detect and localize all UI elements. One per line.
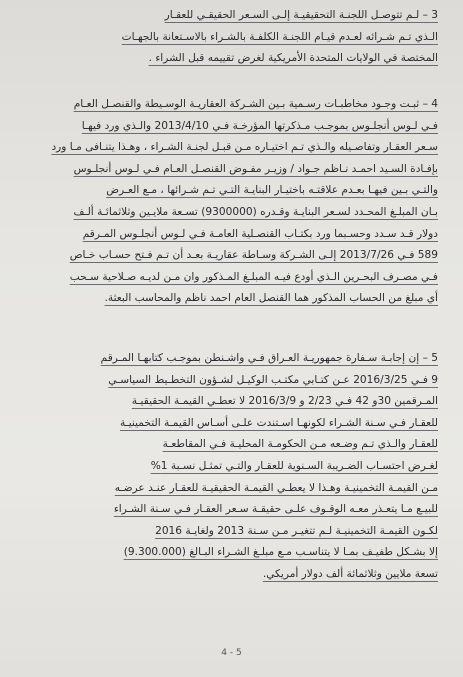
text-line-content: فـي مصـرف البحـرين الـذي أودع فيـه المبلـغ المـذكور وان مـن لديـه صـلاحية سـحب	[69, 270, 438, 283]
text-line	[18, 521, 438, 543]
text-line	[18, 267, 438, 289]
text-line	[18, 202, 438, 224]
text-line-content: مـن القيمـة التخمينيـة وهـذا لا يعطـي القيمـة الحقيقيـة للعقـار عنـد عرضـه	[114, 481, 438, 494]
text-line-content: للعقـار فـي سـنة الشـراء لكونهـا اسـتندت علـى أسـاس القيمـة التخمينيـة	[119, 416, 438, 429]
text-line-content: والتـي بـين فيهـا بعـدم علاقتـه باختيـار البنايـة التـي تـم شـرائها ، مـع العـرض	[106, 184, 438, 197]
text-line	[18, 499, 438, 521]
text-line	[18, 456, 438, 478]
text-line	[18, 5, 438, 27]
text-line	[18, 288, 438, 310]
text-line	[18, 180, 438, 202]
text-line	[18, 434, 438, 456]
text-line	[18, 137, 438, 159]
text-line-content: بإفـادة السـيد احمـد نـاظم جـواد / وزيـر مفـوض القنصـل العـام فـي لـوس أنجلـوس	[73, 162, 438, 175]
paragraph-3	[18, 5, 438, 70]
text-line-content: 589 فـي 2013/7/26 إلـى الشـركة وسـاطة عقاريـة بعـد أن تـم فـتح حسـاب خـاص	[69, 249, 438, 262]
paragraph-5	[18, 348, 438, 586]
text-line-content: 5 – إن إجابـة سـفارة جمهوريـة العـراق فـي واشـنطن بموجـب كتابهـا المـرقم	[100, 352, 438, 364]
text-line-content: الـذي تـم شـرائه لعـدم قيـام اللجنـة الكلفـة بالشـراء بالاسـتعانة بالجهـات	[121, 30, 438, 43]
text-line	[18, 370, 438, 392]
page-number: 4 - 5	[221, 648, 242, 658]
text-line	[18, 245, 438, 267]
text-line-content: دولار قـد سـدد وحسـبما ورد بكتـاب القنصـلية العامـة فـي لـوس أنجلـوس المـرقم	[82, 227, 438, 240]
text-line-content: سـعر العقـار وتفاصـيله والـذي تـم اختيـاره مـن قبـل لجنـة الشـراء ، وهـذا يتنـافى مـا ورد	[51, 141, 438, 154]
text-line-content: للعقـار والـذي تـم وضـعه مـن الحكومـة المحليـة فـي المقاطعـة	[162, 438, 438, 451]
text-line-content: للبيـع مـا يتعـذر معـه الوقـوف علـى حقيقـة سـعر العقـار فـي سـنة الشـراء	[113, 503, 438, 516]
text-line	[18, 478, 438, 500]
text-line	[18, 348, 438, 370]
text-line	[18, 542, 438, 564]
text-line	[18, 564, 438, 586]
text-line	[18, 391, 438, 413]
text-line	[18, 159, 438, 181]
text-line	[18, 48, 438, 70]
text-line	[18, 27, 438, 49]
text-line	[18, 413, 438, 435]
paragraph-4	[18, 94, 438, 310]
text-line-content: لكـون القيمـة التخمينيـة لـم تتغيـر مـن سـنة 2013 ولغايـة 2016	[155, 524, 438, 537]
text-line-content: 3 – لـم تتوصـل اللجنـة التحقيقيـة إلـى السـعر الحقيقـي للعقـار	[164, 9, 438, 21]
text-line	[18, 94, 438, 116]
text-line-content: بـان المبلـغ المحـدد لسـعر البنايـة وقـدره (9300000) تسـعة ملايـين وثلاثمائـة ألـف	[73, 205, 438, 218]
text-line-content: المـرقمين 30و 42 فـي 2/23 و 2016/3/9 لا تعطـي القيمـة الحقيقيـة	[131, 395, 438, 408]
text-line-content: 4 – ثبـت وجـود مخاطبـات رسـمية بـين الشـركة العقاريـة الوسـيطة والقنصـل العـام	[73, 98, 438, 110]
text-line-content: فـي لـوس أنجلـوس بموجـب مـذكرتها المؤرخـة فـي 2013/4/10 والـذي ورد فيهـا	[81, 119, 438, 132]
text-line-content: تسعة ملايين وثلاثمائة ألف دولار أمريكي.	[262, 567, 438, 580]
text-line-content: المختصة في الولايات المتحدة الأمريكية لغرض تقييمه قبل الشراء .	[148, 52, 438, 65]
text-line	[18, 116, 438, 138]
text-line-content: أي مبلغ من الحساب المذكور هما القنصل العام احمد ناظم والمحاسب البعثة.	[104, 292, 438, 305]
text-line-content: 9 فـي 2016/3/25 عـن كتـابي مكتـب الوكيـل لشـؤون التخطـيط السياسـي	[108, 373, 438, 386]
text-line-content: إلا بشـكل طفيـف بمـا لا يتناسـب مـع مبلـغ الشـراء البـالغ (9.300.000)	[123, 546, 438, 559]
text-line-content: لغـرض احتسـاب الضـريبة السـنوية للعقـار والتـي تمثـل نسـبة 1%	[150, 459, 438, 472]
text-line	[18, 224, 438, 246]
